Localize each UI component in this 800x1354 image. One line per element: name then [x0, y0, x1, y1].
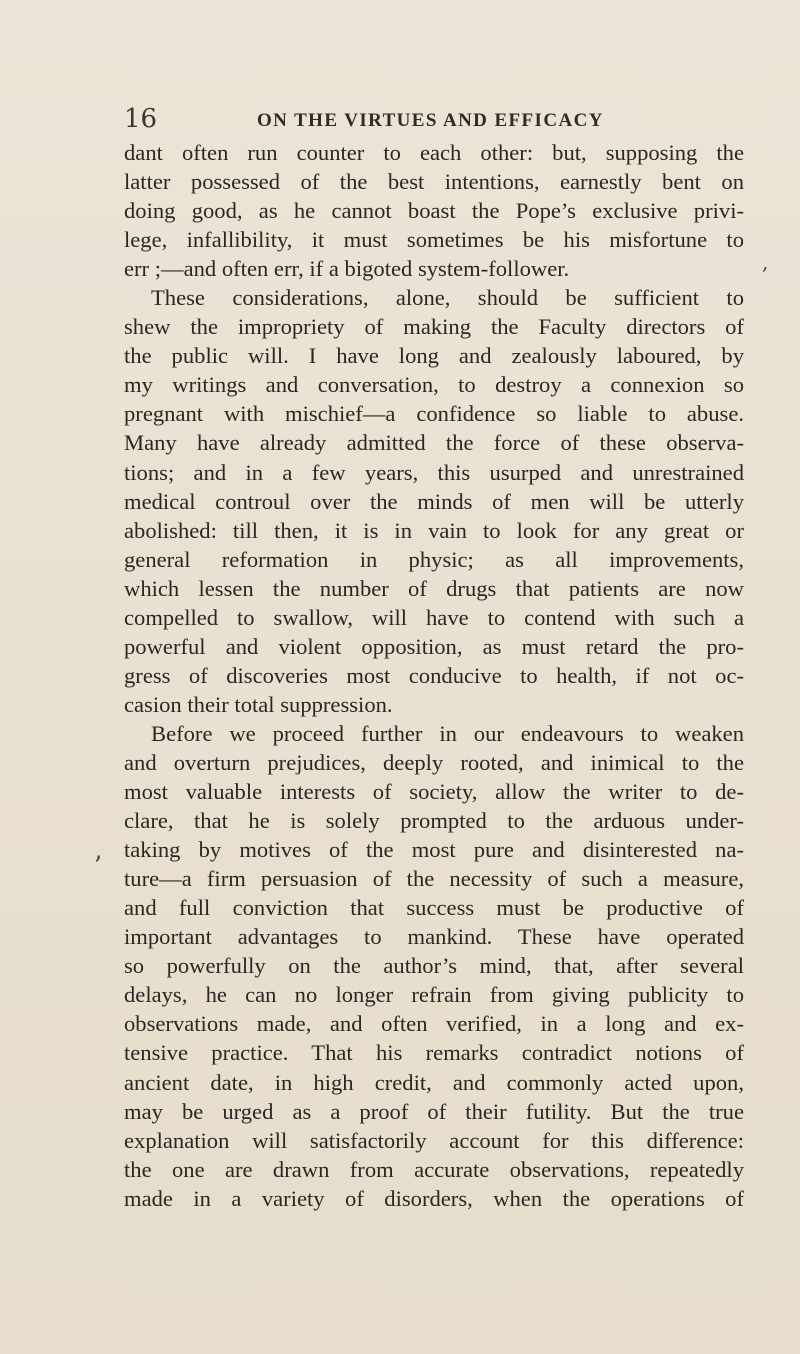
text-line: medical controul over the minds of men will be utterly — [124, 488, 744, 514]
stray-ink-mark: ʼ — [93, 852, 102, 882]
text-line: taking by motives of the most pure and disinterested na- — [124, 837, 744, 863]
page-header — [124, 104, 744, 134]
text-line: may be urged as a proof of their futility. But the true — [124, 1098, 744, 1124]
text-line: tensive practice. That his remarks contradict notions of — [124, 1040, 744, 1066]
text-line: dant often run counter to each other: but, supposing the — [124, 140, 744, 165]
text-line: so powerfully on the author’s mind, that, after several — [124, 953, 744, 979]
body-text — [124, 138, 744, 1213]
text-line: compelled to swallow, will have to contend with such a — [124, 604, 744, 630]
text-line: pregnant with mischief—a confidence so liable to abuse. — [124, 401, 744, 427]
text-line: and overturn prejudices, deeply rooted, and inimical to the — [124, 749, 744, 775]
page-number: 16 — [124, 104, 158, 134]
text-line: most valuable interests of society, allow the writer to de- — [124, 779, 744, 805]
text-line: the public will. I have long and zealously laboured, by — [124, 343, 744, 369]
text-line: general reformation in physic; as all improvements, — [124, 546, 744, 572]
running-title: ON THE VIRTUES AND EFFICACY — [257, 110, 604, 131]
text-line: abolished: till then, it is in vain to look for any great or — [124, 517, 744, 543]
text-line: made in a variety of disorders, when the operations of — [124, 1185, 744, 1211]
text-line: ancient date, in high credit, and commonly acted upon, — [124, 1069, 744, 1095]
text-line: doing good, as he cannot boast the Pope’s exclusive privi- — [124, 198, 744, 224]
stray-ink-mark: , — [762, 250, 769, 274]
text-line: which lessen the number of drugs that patients are now — [124, 575, 744, 601]
text-line: observations made, and often verified, in a long and ex- — [124, 1011, 744, 1037]
paragraph-start-line: Before we proceed further in our endeavours to weaken — [151, 720, 744, 746]
text-line: and full conviction that success must be productive of — [124, 895, 744, 921]
text-line: tions; and in a few years, this usurped and unrestrained — [124, 459, 744, 485]
text-line: powerful and violent opposition, as must retard the pro- — [124, 633, 744, 659]
paragraph-start-line: These considerations, alone, should be sufficient to — [151, 285, 744, 311]
text-line: err ;—and often err, if a bigoted system-follower. — [124, 256, 570, 282]
text-line: delays, he can no longer refrain from giving publicity to — [124, 982, 744, 1008]
text-line: gress of discoveries most conducive to health, if not oc- — [124, 662, 744, 688]
text-line: casion their total suppression. — [124, 691, 393, 717]
text-line: ture—a firm persuasion of the necessity of such a measure, — [124, 866, 744, 892]
text-line: explanation will satisfactorily account for this difference: — [124, 1127, 744, 1153]
text-line: lege, infallibility, it must sometimes be his misfortune to — [124, 227, 744, 253]
text-line: shew the impropriety of making the Faculty directors of — [124, 314, 744, 340]
text-line: my writings and conversation, to destroy a connexion so — [124, 372, 744, 398]
text-line: important advantages to mankind. These have operated — [124, 924, 744, 950]
text-line: the one are drawn from accurate observations, repeatedly — [124, 1156, 744, 1182]
text-line: latter possessed of the best intentions, earnestly bent on — [124, 169, 744, 195]
text-line: clare, that he is solely prompted to the arduous under- — [124, 808, 744, 834]
text-line: Many have already admitted the force of these observa- — [124, 430, 744, 456]
